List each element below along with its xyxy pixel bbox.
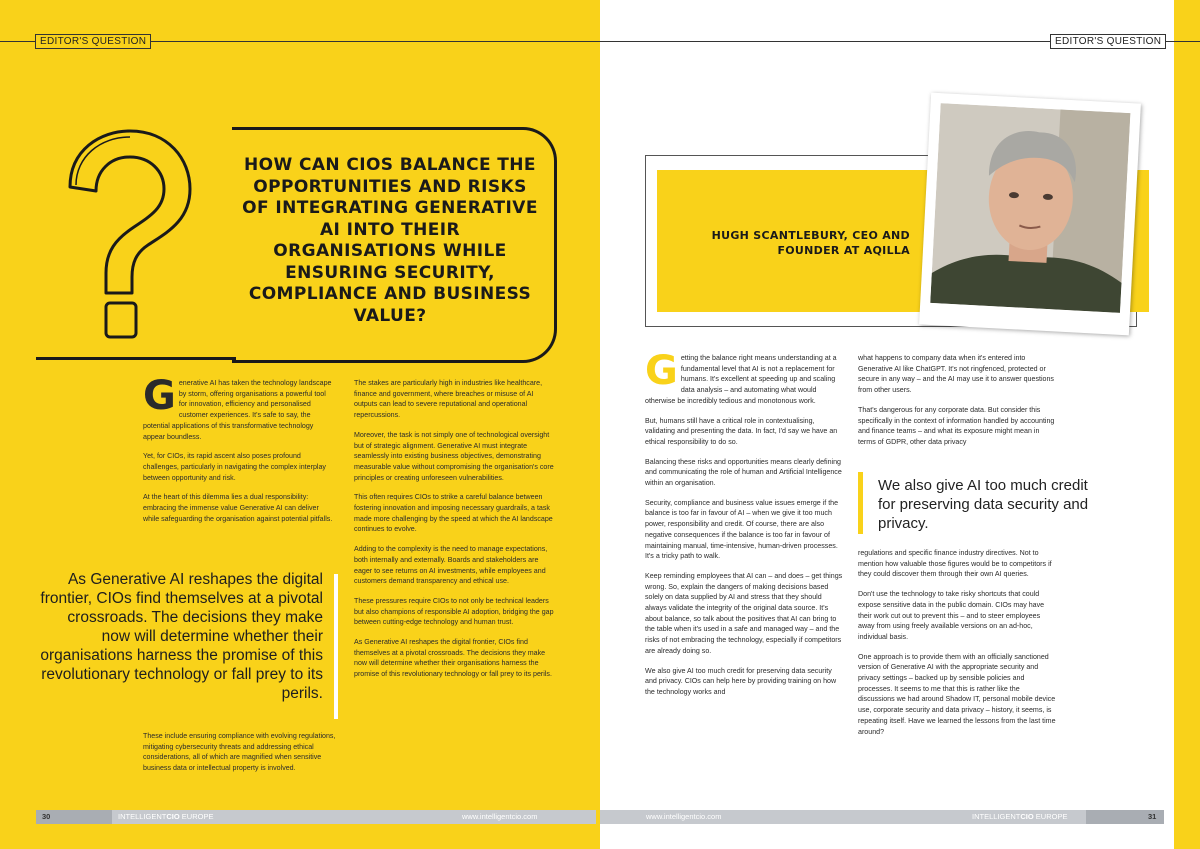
col2-paragraph: The stakes are particularly high in industries like healthcare, finance and government, where breaches or misuse of AI outputs can lead to severe reputational and operational repercussions. bbox=[354, 379, 543, 420]
intro-paragraph: enerative AI has taken the technology landscape by storm, offering organisations a powerful tool for innovation, efficiency and personalised customer experiences. It's safe to say, the potential applications of this transformative technology appear boundless. bbox=[143, 379, 332, 441]
col3-paragraph: But, humans still have a critical role in contextualising, validating and presenting the data. In fact, I'd say we have an ethical responsibility to do so. bbox=[645, 416, 838, 446]
left-column-1 bbox=[143, 373, 333, 533]
col2-paragraph: These pressures require CIOs to not only be technical leaders but also champions of responsible AI adoption, bridging the gap between cutting-edge technology and human trust. bbox=[354, 596, 554, 627]
col1-bottom: These include ensuring compliance with evolving regulations, mitigating cybersecurity threats and addressing ethical considerations, all of which are magnified when sensitive business data or intellectual property is involved. bbox=[143, 732, 336, 773]
col2-paragraph: As Generative AI reshapes the digital frontier, CIOs find themselves at a pivotal crossroads. The decisions they make now will determine whether their organisations harness the promise of this revolutionary technology or fall prey to its perils. bbox=[354, 638, 552, 679]
col1-paragraph: At the heart of this dilemma lies a dual responsibility: embracing the immense value Generative AI can deliver while safeguarding the organisation against potential pitfalls. bbox=[143, 493, 333, 523]
dropcap-left: G bbox=[143, 373, 176, 419]
footer-brand-right: INTELLIGENTCIO EUROPE bbox=[972, 812, 1068, 821]
speaker-name: HUGH SCANTLEBURY, CEO AND FOUNDER AT AQILLA bbox=[711, 229, 910, 257]
col3-paragraph: Keep reminding employees that AI can – and does – get things wrong. So, explain the dangers of making decisions based solely on data supplied by AI and stress that they should always validate the integrity of the original data source. It's about balance, so talk about the positives that AI can bring to the table when it's used in a safe and managed way – and the risks of not embracing the technology, especially if competitors are already doing so. bbox=[645, 571, 843, 655]
speaker-photo bbox=[930, 103, 1130, 313]
headline-frame-top bbox=[232, 127, 256, 130]
col2-paragraph: This often requires CIOs to strike a careful balance between fostering innovation and imposing necessary guardrails, a task made more challenging by the speed at which the AI landscape continues to evolve. bbox=[354, 493, 553, 534]
right-edge-accent bbox=[1174, 0, 1200, 849]
col4-paragraph: Don't use the technology to take risky shortcuts that could expose sensitive data in the public domain. CIOs may have their work cut out to prevent this – and to steer employees away from using freely available versions on an ad-hoc, individual basis. bbox=[858, 590, 1045, 641]
col4-paragraph: One approach is to provide them with an officially sanctioned version of Generative AI with the appropriate security and privacy settings – backed up by sensible policies and processes. It seems to me that this is rather like the discussions we had around Shadow IT, personal mobile device use, corporate security and data privacy – history, it seems, is repeating itself. Have we learned the lessons from the last time around? bbox=[858, 652, 1056, 736]
col3-first-paragraph: etting the balance right means understanding at a fundamental level that AI is not a replacement for humans. It's excellent at speeding up and scaling data analysis – and automating what would otherwise be incredibly tedious and monotonous work. bbox=[645, 354, 837, 405]
dropcap-right: G bbox=[645, 348, 678, 394]
question-mark-icon bbox=[50, 125, 200, 345]
right-column-2-bottom bbox=[858, 548, 1058, 746]
col3-paragraph: We also give AI too much credit for preserving data security and privacy. CIOs can help here by providing training on how the technology works and bbox=[645, 666, 837, 696]
footer-brand-left: INTELLIGENTCIO EUROPE bbox=[118, 812, 214, 821]
col1-paragraph: Yet, for CIOs, its rapid ascent also poses profound challenges, particularly in navigating the complex interplay between opportunity and risk. bbox=[143, 452, 326, 482]
pull-quote-bar bbox=[334, 574, 338, 719]
page-number-left: 30 bbox=[42, 812, 51, 821]
right-column-1 bbox=[645, 348, 843, 707]
col2-paragraph: Moreover, the task is not simply one of technological oversight but of strategic alignment. Generative AI must integrate seamlessly into existing business objectives, demonstrating measurable value without compromising the organisation's core principles or creating unforeseen vulnerabilities. bbox=[354, 430, 554, 482]
headline-frame-base bbox=[36, 357, 236, 360]
speaker-photo-frame bbox=[919, 93, 1141, 336]
header-rule bbox=[0, 41, 1200, 42]
col4-paragraph: what happens to company data when it's entered into Generative AI like ChatGPT. It's not ringfenced, protected or secure in any way – and the AI may use it to answer questions from other users. bbox=[858, 354, 1054, 395]
left-column-2 bbox=[354, 378, 554, 689]
section-tag-left: EDITOR'S QUESTION bbox=[35, 34, 151, 49]
page-number-right: 31 bbox=[1148, 812, 1157, 821]
pull-quote-right: We also give AI too much credit for preserving data security and privacy. bbox=[878, 477, 1089, 532]
pull-quote-left: As Generative AI reshapes the digital frontier, CIOs find themselves at a pivotal crossroads. The decisions they make now will determine whether their organisations harness the promise of this revolutionary technology or fall prey to its perils. bbox=[40, 571, 323, 702]
col4-paragraph: regulations and specific finance industry directives. Not to mention how valuable those figures would be to competitors if they could discover them through their own AI queries. bbox=[858, 549, 1052, 579]
col2-paragraph: Adding to the complexity is the need to manage expectations, both internally and externally. Boards and stakeholders are eager to see returns on AI investments, while employees and customers demand transparency and ethical use. bbox=[354, 545, 548, 586]
col3-paragraph: Balancing these risks and opportunities means clearly defining and communicating the role of human and Artificial Intelligence within an organisation. bbox=[645, 457, 842, 488]
col3-paragraph: Security, compliance and business value issues emerge if the balance is too far in favour of AI – when we give it too much power, responsibility and credit. Of course, there are also negative consequences if the balance is too far in favour of maintaining manual, time-intensive, human-driven processes. It's a tricky path to walk. bbox=[645, 498, 839, 561]
footer-url-left[interactable]: www.intelligentcio.com bbox=[462, 812, 538, 821]
right-column-2-top bbox=[858, 353, 1058, 457]
pull-quote-bar-right bbox=[858, 472, 863, 534]
section-tag-right: EDITOR'S QUESTION bbox=[1050, 34, 1166, 49]
article-headline: HOW CAN CIOS BALANCE THE OPPORTUNITIES AND RISKS OF INTEGRATING GENERATIVE AI INTO THEIR ORGANISATIONS WHILE ENSURING SECURITY, COMPLIANCE AND BUSINESS VALUE? bbox=[242, 155, 538, 326]
col4-paragraph: That's dangerous for any corporate data. But consider this specifically in the context of information handled by accounting and finance teams – and what its exposure might mean in terms of GDPR, other data privacy bbox=[858, 405, 1055, 446]
footer-url-right[interactable]: www.intelligentcio.com bbox=[646, 812, 722, 821]
